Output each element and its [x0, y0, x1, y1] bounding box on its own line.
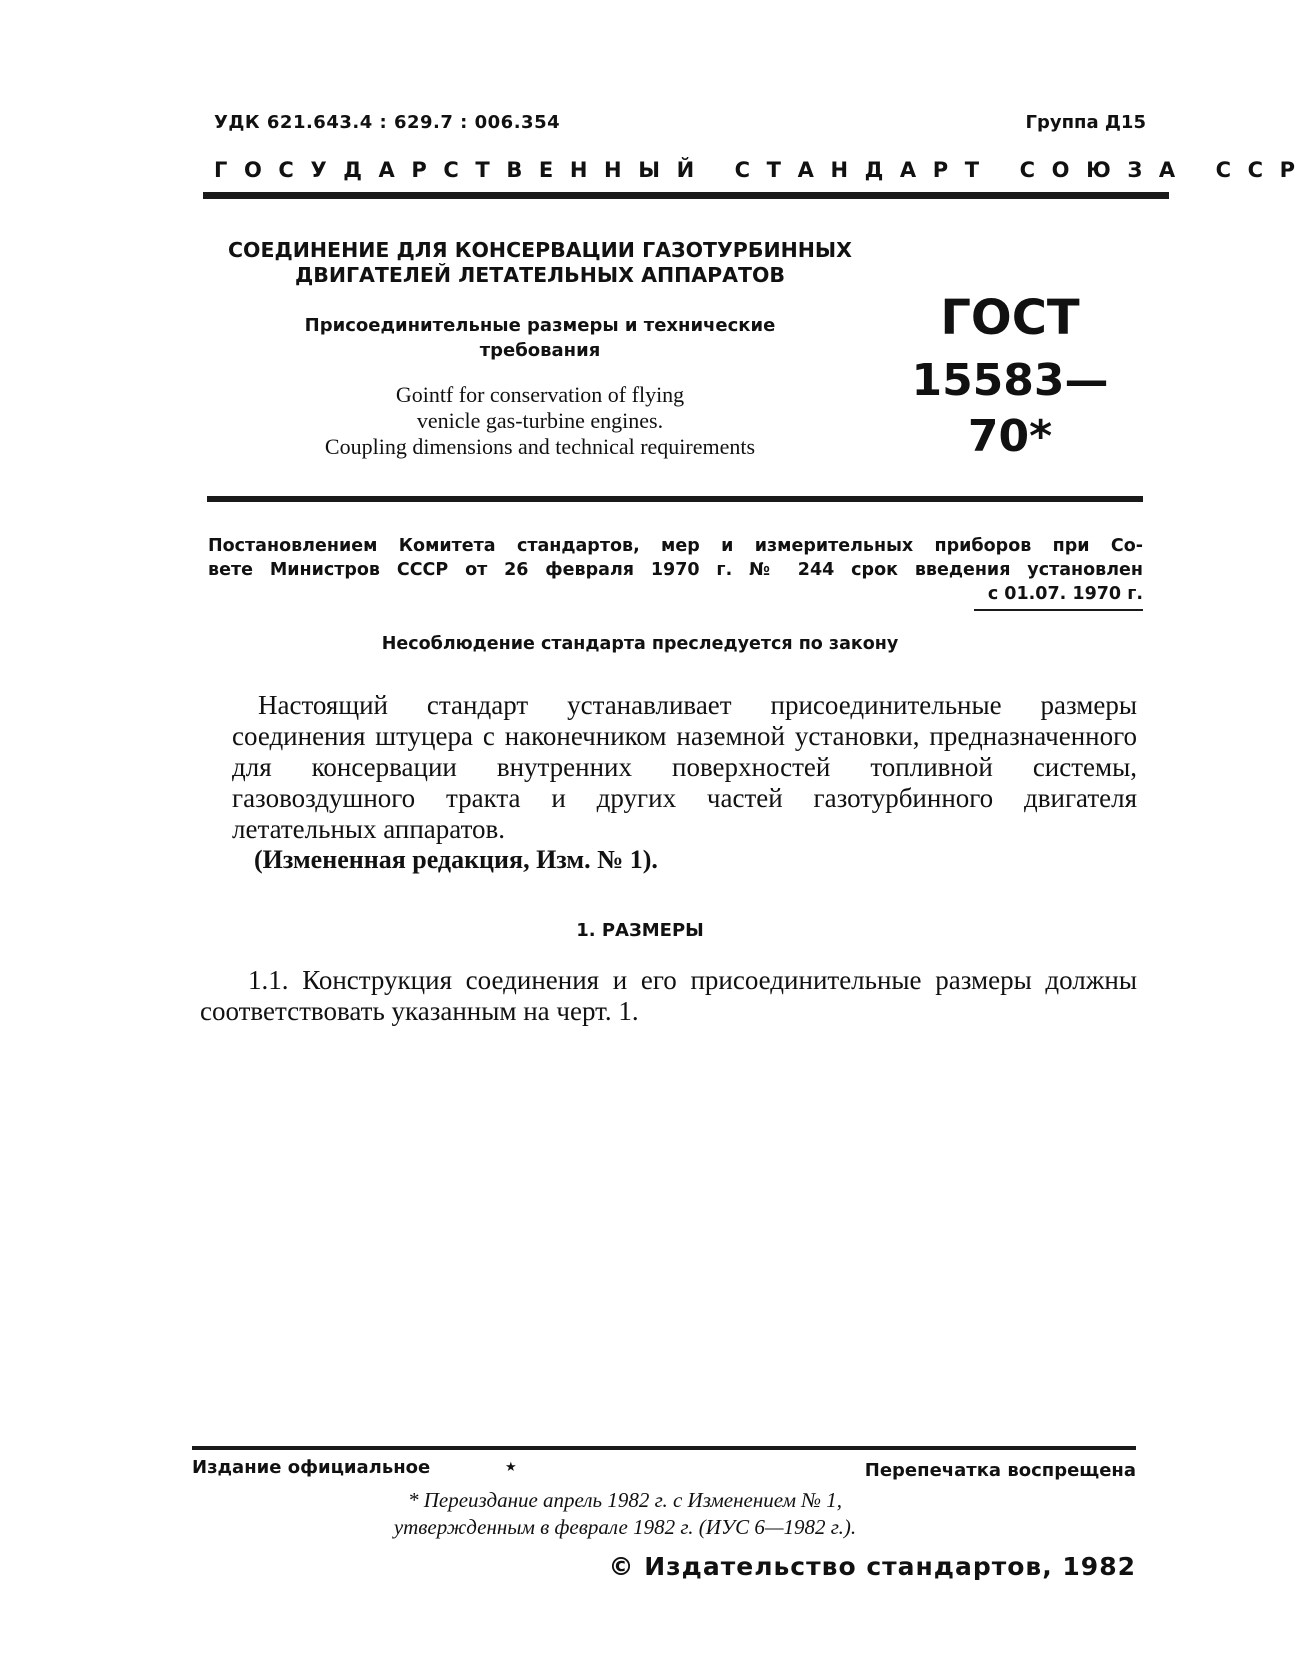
document-title-ru — [215, 238, 865, 288]
state-standard-heading: ГОСУДАРСТВЕННЫЙ СТАНДАРТ СОЮЗА ССР — [214, 158, 1312, 182]
clause-1-1-text: 1.1. Конструкция соединения и его присоединительные размеры должны соответствовать указанным на черт. 1. — [200, 965, 1137, 1026]
title-rule — [207, 496, 1143, 502]
group-code: Группа Д15 — [1025, 112, 1146, 133]
title-en-line-3: Coupling dimensions and technical requirements — [324, 434, 756, 459]
decree-effective-date: с 01.07. 1970 г. — [974, 582, 1143, 611]
clause-1-1 — [200, 965, 1137, 1027]
intro-paragraph — [232, 690, 1137, 845]
reprint-prohibited-label: Перепечатка воспрещена — [864, 1460, 1136, 1481]
gost-number: 15583—70* — [911, 355, 1109, 462]
reissue-line-1: * Переиздание апрель 1982 г. с Изменением № 1, — [407, 1488, 843, 1512]
udc-code: УДК 621.643.4 : 629.7 : 006.354 — [214, 112, 561, 133]
reissue-line-2: утвержденным в феврале 1982 г. (ИУС 6—1982 г.). — [393, 1515, 857, 1539]
decree-line-1: Постановлением Комитета стандартов, мер и измерительных приборов при Со- — [208, 536, 1143, 556]
legal-warning: Несоблюдение стандарта преследуется по закону — [381, 634, 899, 654]
gost-label: ГОСТ — [940, 290, 1080, 346]
reissue-note — [300, 1487, 950, 1541]
subtitle-ru-line-1: Присоединительные размеры и технические — [304, 315, 776, 336]
header-rule — [203, 192, 1169, 199]
decree-line-2: вете Министров СССР от 26 февраля 1970 г. № 244 срок введения установлен — [208, 560, 1143, 580]
intro-paragraph-text: Настоящий стандарт устанавливает присоединительные размеры соединения штуцера с наконечником наземной установки, предназначенного для консервации внутренних поверхностей топливной системы, газовоздушного тракта и других частей газотурбинного двигателя летательных аппаратов. — [232, 690, 1137, 844]
title-ru-line-1: СОЕДИНЕНИЕ ДЛЯ КОНСЕРВАЦИИ ГАЗОТУРБИННЫХ — [228, 238, 852, 262]
title-en-line-1: Gointf for conservation of flying — [395, 382, 685, 407]
subtitle-ru-line-2: требования — [479, 340, 601, 361]
title-ru-line-2: ДВИГАТЕЛЕЙ ЛЕТАТЕЛЬНЫХ АППАРАТОВ — [294, 263, 786, 287]
decree-text — [208, 534, 1143, 582]
document-subtitle-ru — [250, 313, 830, 363]
document-title-en — [240, 382, 840, 460]
footer-star-mark: ★ — [505, 1460, 517, 1475]
amendment-note: (Измененная редакция, Изм. № 1). — [254, 845, 658, 874]
footer-rule — [192, 1446, 1136, 1450]
title-en-line-2: venicle gas-turbine engines. — [416, 408, 664, 433]
official-edition-label: Издание официальное — [192, 1457, 431, 1478]
section-title: 1. РАЗМЕРЫ — [576, 920, 704, 941]
publisher-copyright: © Издательство стандартов, 1982 — [608, 1552, 1136, 1581]
